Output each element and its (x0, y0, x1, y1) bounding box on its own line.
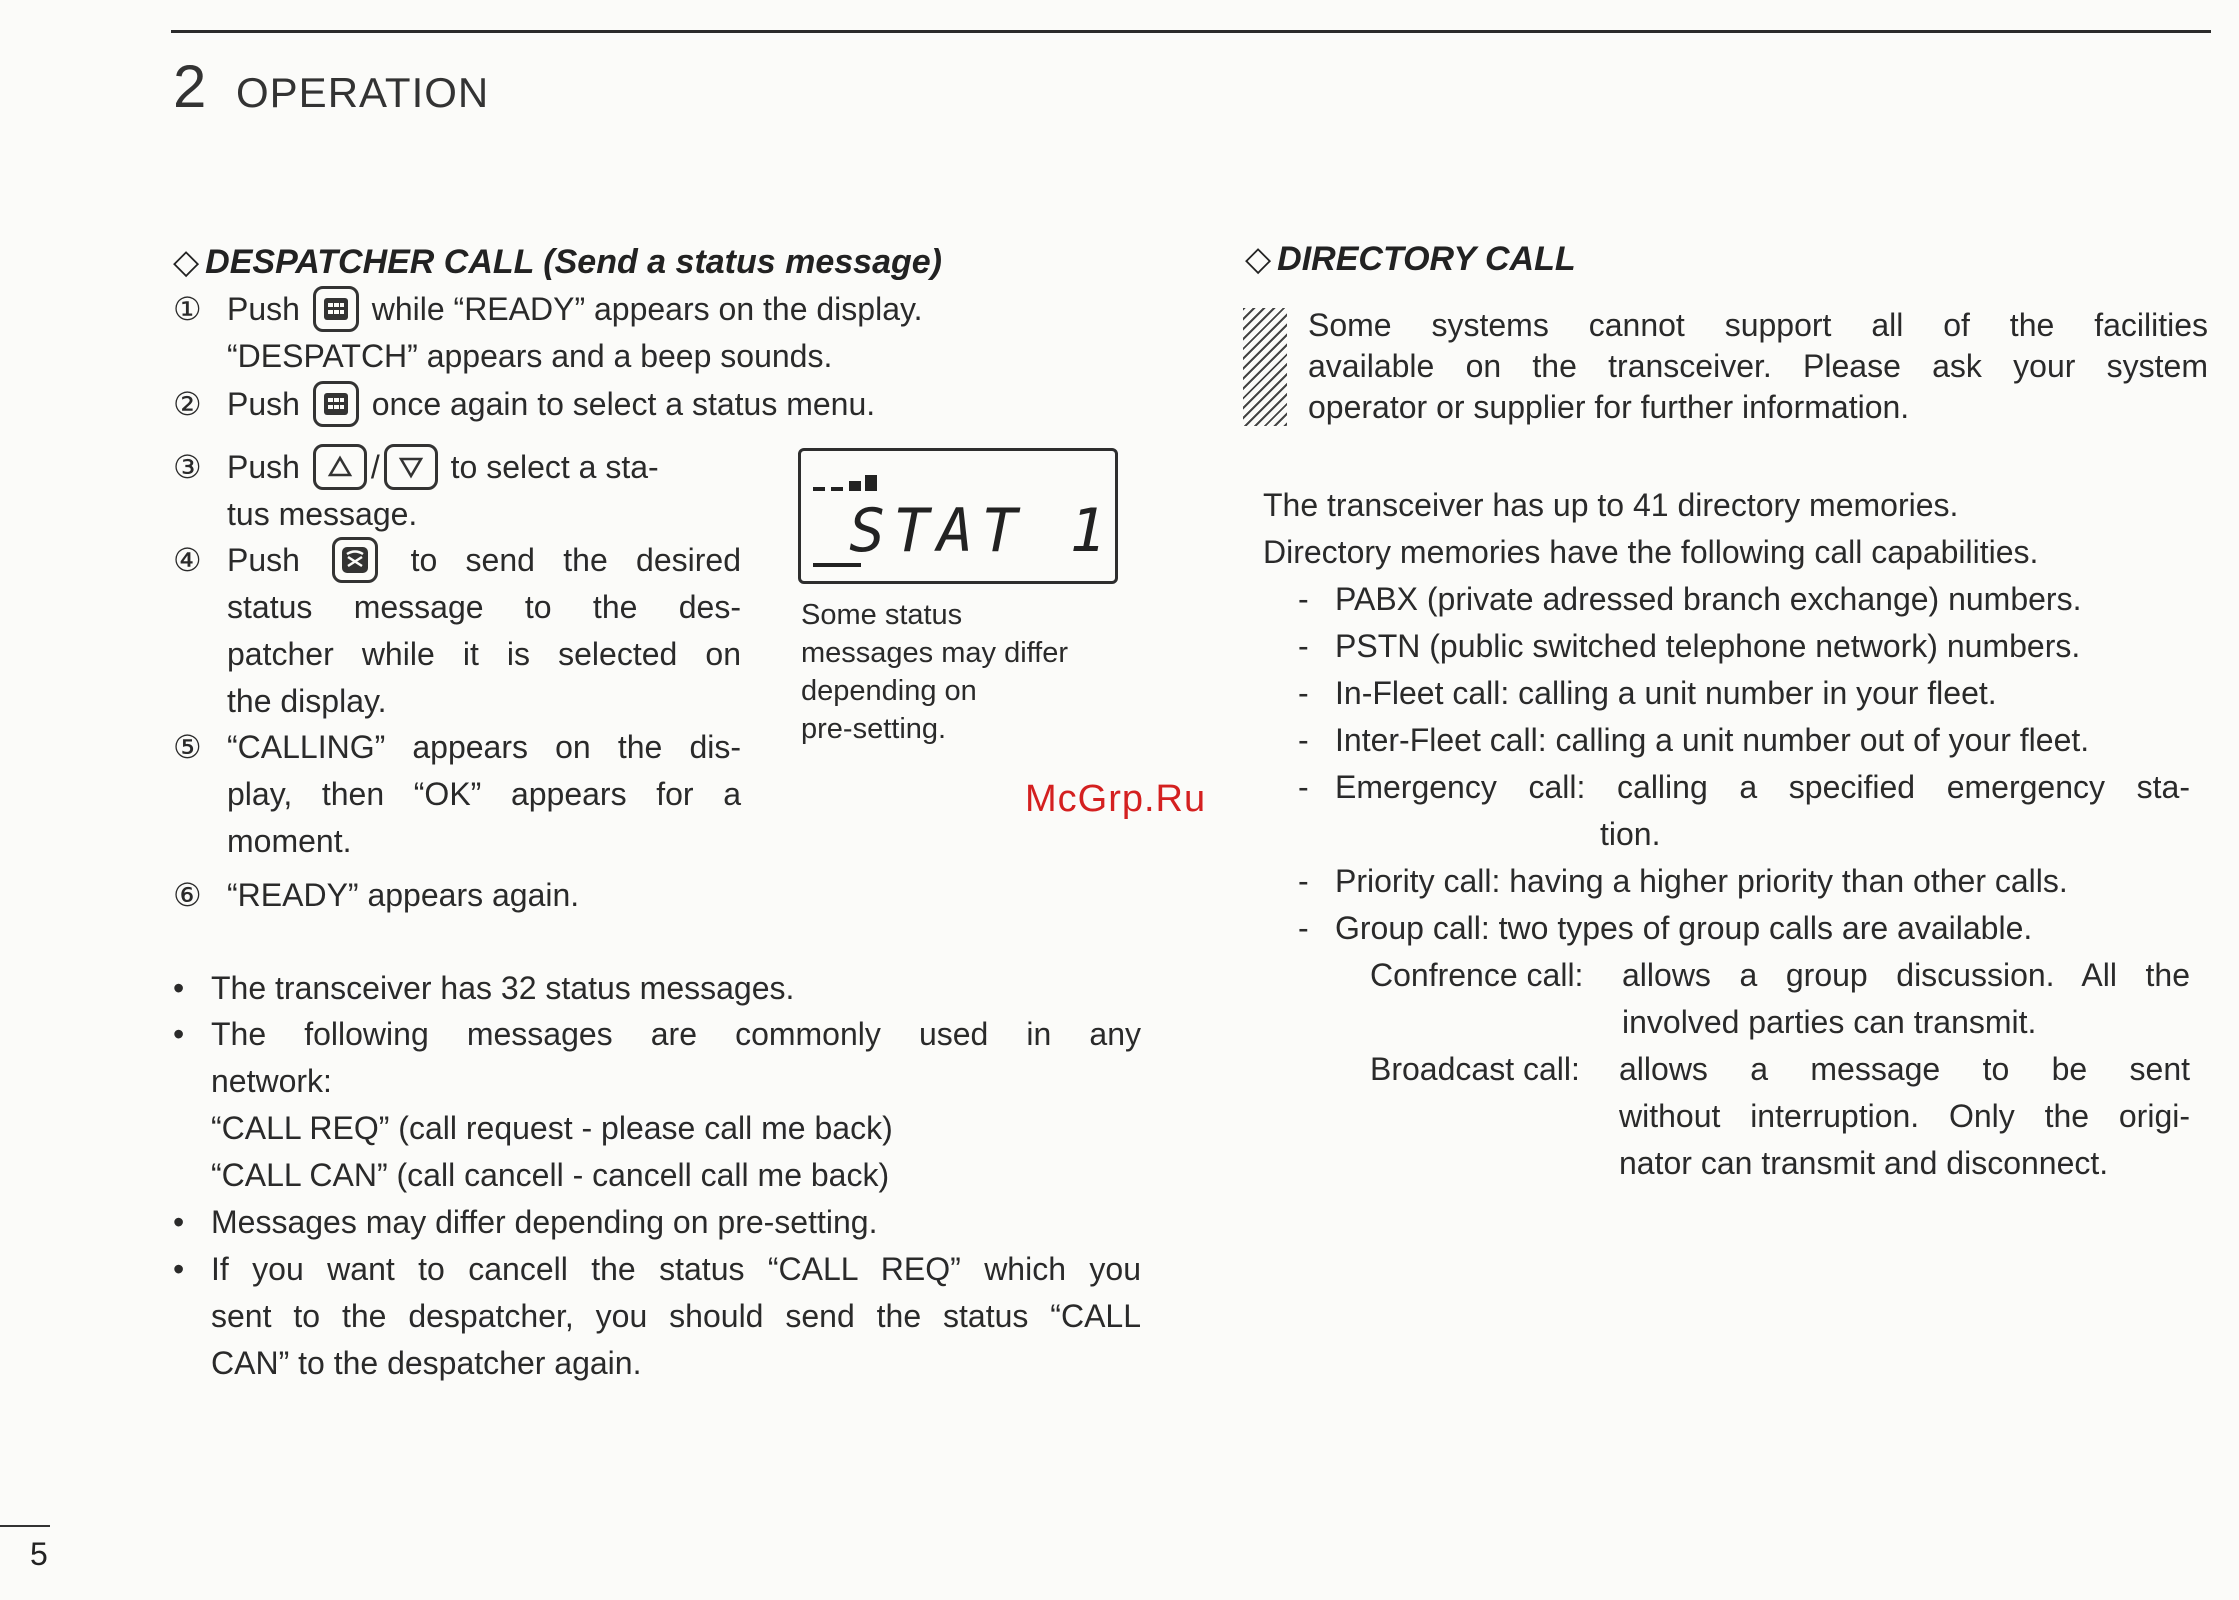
dash: - (1298, 769, 1309, 805)
display-caption-line2: messages may differ (801, 637, 1069, 669)
step-4-line4: the display. (227, 683, 387, 719)
down-key-icon (384, 444, 438, 490)
bullet-4-line1: If you want to cancell the status “CALL REQ” which you (211, 1251, 1141, 1287)
capability-emergency: Emergency call: calling a specified emergency sta- (1335, 769, 2190, 805)
broadcast-call-line2: without interruption. Only the origi- (1619, 1098, 2190, 1134)
display-caption-line3: depending on (801, 675, 977, 707)
intro-line1: The transceiver has up to 41 directory memories. (1263, 487, 1959, 523)
display-caption-line4: pre-setting. (801, 713, 947, 745)
display-caption-line1: Some status (801, 599, 963, 631)
page-number: 5 (30, 1536, 48, 1572)
lcd-readout: STAT 1 (849, 496, 1114, 566)
step-5-number: ⑤ (173, 729, 202, 765)
capability-inter-fleet: Inter-Fleet call: calling a unit number out of your fleet. (1335, 722, 2090, 758)
step-1-text: Push while “READY” appears on the display. (227, 286, 923, 333)
step-4-text: Push to send the desired (227, 537, 741, 584)
bullet-dot: • (173, 1204, 185, 1240)
step-4-number: ④ (173, 542, 202, 578)
section-number: 2 (173, 53, 207, 120)
step-6-text: “READY” appears again. (227, 877, 580, 913)
bullet-2-line3: “CALL REQ” (call request - please call me back) (211, 1110, 893, 1146)
step-1-number: ① (173, 291, 202, 327)
note-line2: available on the transceiver. Please ask your system (1308, 348, 2208, 384)
page-number-rule (0, 1525, 50, 1527)
dash: - (1298, 628, 1309, 664)
step-6-number: ⑥ (173, 877, 202, 913)
dash: - (1298, 675, 1309, 711)
intro-line2: Directory memories have the following call capabilities. (1263, 534, 2039, 570)
lcd-screen-graphic (801, 451, 1115, 581)
step-3-number: ③ (173, 449, 202, 485)
lcd-display (798, 448, 1118, 584)
capability-in-fleet: In-Fleet call: calling a unit number in your fleet. (1335, 675, 1997, 711)
diamond-icon: ◇ (1245, 240, 1272, 278)
conference-call-line2: involved parties can transmit. (1622, 1004, 2037, 1040)
bullet-2-line1: The following messages are commonly used in any (211, 1016, 1141, 1052)
top-rule (171, 30, 2211, 33)
despatcher-call-heading: ◇ DESPATCHER CALL (Send a status message) (173, 243, 942, 281)
bullet-4-line2: sent to the despatcher, you should send the status “CALL (211, 1298, 1141, 1334)
capability-pstn: PSTN (public switched telephone network) numbers. (1335, 628, 2081, 664)
watermark: McGrp.Ru (1025, 778, 1207, 820)
capability-emergency-cont: tion. (1600, 816, 1661, 852)
step-5-line2: play, then “OK” appears for a (227, 776, 741, 812)
bullet-2-line4: “CALL CAN” (call cancell - cancell call me back) (211, 1157, 890, 1193)
note-line3: operator or supplier for further information. (1308, 389, 1910, 425)
bullet-dot: • (173, 1251, 185, 1287)
directory-call-heading: ◇ DIRECTORY CALL (1245, 240, 1576, 278)
step-2-text: Push once again to select a status menu. (227, 381, 875, 428)
dash: - (1298, 910, 1309, 946)
grid-key-icon (313, 286, 359, 332)
step-4-line2: status message to the des- (227, 589, 741, 625)
dash: - (1298, 863, 1309, 899)
capability-group: Group call: two types of group calls are available. (1335, 910, 2033, 946)
capability-priority: Priority call: having a higher priority than other calls. (1335, 863, 2068, 899)
step-4-line3: patcher while it is selected on (227, 636, 741, 672)
step-3-text: Push / to select a sta- (227, 444, 659, 491)
step-1-line2: “DESPATCH” appears and a beep sounds. (227, 338, 833, 374)
step-2-number: ② (173, 386, 202, 422)
up-key-icon (313, 444, 367, 490)
conference-call-label: Confrence call: (1370, 957, 1584, 993)
capability-pabx: PABX (private adressed branch exchange) numbers. (1335, 581, 2082, 617)
section-title: OPERATION (236, 69, 490, 116)
bullet-3: Messages may differ depending on pre-setting. (211, 1204, 878, 1240)
broadcast-call-line1: allows a message to be sent (1619, 1051, 2190, 1087)
bullet-dot: • (173, 1016, 185, 1052)
note-hatch-mark (1243, 308, 1287, 426)
bullet-4-line3: CAN” to the despatcher again. (211, 1345, 642, 1381)
bullet-2-line2: network: (211, 1063, 332, 1099)
bullet-dot: • (173, 970, 185, 1006)
step-3-line2: tus message. (227, 496, 418, 532)
note-line1: Some systems cannot support all of the facilities (1308, 307, 2208, 343)
step-5-line3: moment. (227, 823, 352, 859)
broadcast-call-label: Broadcast call: (1370, 1051, 1580, 1087)
diamond-icon: ◇ (173, 243, 200, 281)
dash: - (1298, 722, 1309, 758)
dash: - (1298, 581, 1309, 617)
bullet-1: The transceiver has 32 status messages. (211, 970, 795, 1006)
grid-key-icon (313, 381, 359, 427)
broadcast-call-line3: nator can transmit and disconnect. (1619, 1145, 2109, 1181)
transmit-key-icon (332, 537, 378, 583)
conference-call-line1: allows a group discussion. All the (1622, 957, 2190, 993)
step-5-line1: “CALLING” appears on the dis- (227, 729, 741, 765)
